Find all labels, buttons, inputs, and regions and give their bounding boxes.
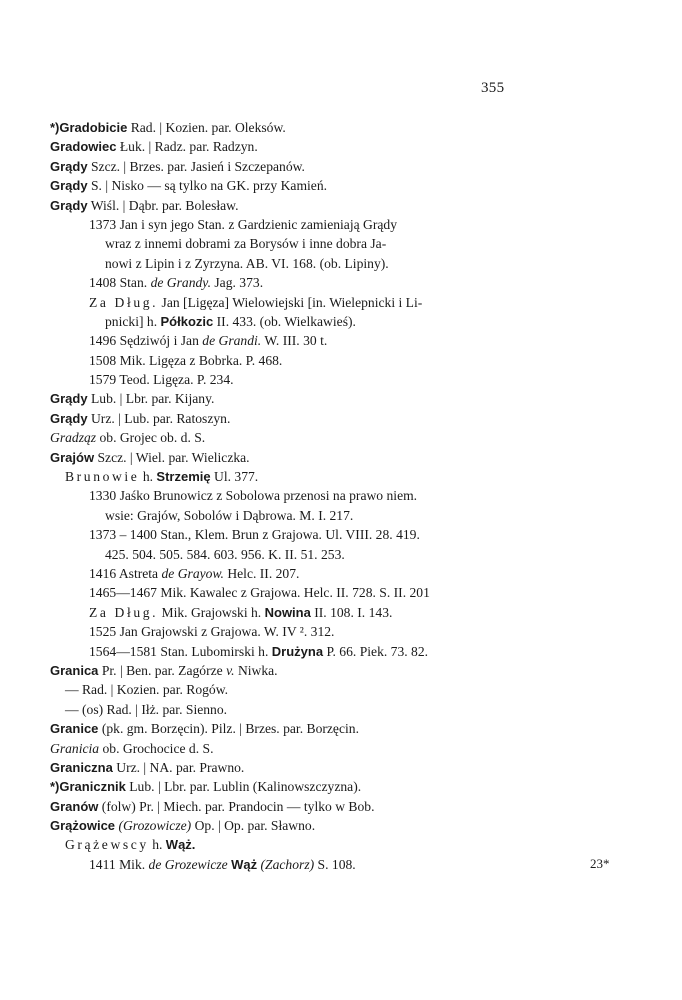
entry-text: 1408 Stan. — [89, 275, 151, 291]
entry-line — [36, 603, 676, 622]
entry-text: Za Dług. — [89, 604, 159, 620]
entry-line — [36, 680, 676, 699]
entry-headword: Wąż — [231, 856, 258, 872]
entry-text: pnicki] h. — [105, 313, 161, 329]
entry-text: Szcz. | Brzes. par. Jasień i Szczepanów. — [87, 158, 305, 174]
entry-line — [36, 448, 676, 467]
entry-text: nowi z Lipin i z Zyrzyna. AB. VI. 168. (ob. Lipiny). — [105, 255, 389, 271]
entry-line — [36, 351, 676, 370]
footer-signature: 23* — [590, 856, 610, 871]
entry-line — [36, 293, 676, 312]
entry-text: P. 66. Piek. 73. 82. — [323, 643, 429, 659]
entry-line — [36, 506, 676, 525]
entry-line — [36, 254, 676, 273]
entry-text: Jan [Ligęza] Wielowiejski [in. Wielepnicki i Li- — [158, 294, 423, 310]
entry-text: h. — [139, 469, 157, 485]
entry-text: Rad. | Kozien. par. Oleksów. — [127, 120, 286, 135]
entry-text: 1330 Jaśko Brunowicz z Sobolowa przenosi na prawo niem. — [89, 488, 418, 504]
entry-text: h. — [148, 837, 166, 853]
entry-text: 1373 – 1400 Stan., Klem. Brun z Grajowa. Ul. VIII. 28. 419. — [89, 527, 420, 543]
entry-text: Ul. 377. — [210, 469, 259, 485]
entry-line — [36, 545, 676, 564]
entry-text: de Grandy. — [150, 275, 211, 291]
entry-line — [36, 758, 676, 777]
entry-text: (Grozowicze) — [118, 818, 192, 834]
entry-text: Granicia — [50, 740, 100, 756]
entry-line — [36, 215, 676, 234]
entry-line — [36, 331, 676, 350]
entry-line — [36, 118, 676, 137]
entry-line — [36, 196, 676, 215]
entry-text: Grążewscy — [65, 837, 149, 853]
entry-text: de Grozewicze — [148, 856, 228, 872]
entry-text: S. 108. — [314, 856, 356, 872]
entry-headword: Drużyna — [271, 643, 324, 659]
entry-line — [36, 583, 676, 602]
entry-text: 1564—1581 Stan. Lubomirski h. — [89, 643, 272, 659]
entry-text: Lub. | Lbr. par. Lublin (Kalinowszczyzna). — [125, 779, 362, 795]
entry-text: Brunowie — [65, 469, 140, 485]
entry-headword: Grądy — [50, 410, 88, 426]
entry-line — [36, 642, 676, 661]
entry-headword: Granów — [50, 798, 99, 814]
entry-text: 1465—1467 Mik. Kawalec z Grajowa. Helc. II. 728. S. II. 201 — [89, 585, 430, 601]
entry-text: Urz. | Lub. par. Ratoszyn. — [87, 410, 231, 426]
entry-headword: Grądy — [50, 158, 88, 174]
entry-text: 1508 Mik. Ligęza z Bobrka. P. 468. — [89, 352, 283, 368]
entry-text: 1525 Jan Grajowski z Grajowa. W. IV ². 312. — [89, 624, 335, 640]
entry-text: (Zachorz) — [260, 856, 315, 872]
entry-headword: Grądy — [50, 178, 88, 194]
entry-line — [36, 700, 676, 719]
entry-text: 425. 504. 505. 584. 603. 956. K. II. 51. 253. — [105, 546, 345, 562]
entry-text: S. | Nisko — są tylko na GK. przy Kamień. — [87, 178, 328, 194]
entry-text: — Rad. | Kozien. par. Rogów. — [65, 682, 229, 698]
entry-text: 1416 Astreta — [89, 565, 162, 581]
entry-line — [36, 855, 676, 874]
entry-text: Niwka. — [234, 662, 278, 678]
entry-text: 1579 Teod. Ligęza. P. 234. — [89, 372, 234, 388]
entry-text: II. 433. (ob. Wielkawieś). — [213, 313, 356, 329]
entry-text: Jag. 373. — [210, 275, 264, 291]
page-number: 355 — [481, 80, 505, 96]
entry-headword: Gradowiec — [50, 139, 117, 155]
entry-line — [36, 835, 676, 854]
entry-line — [36, 797, 676, 816]
entry-line — [36, 273, 676, 292]
entry-text: ob. Grochocice d. S. — [99, 740, 214, 756]
entry-headword: Granice — [50, 721, 99, 737]
entry-line — [36, 370, 676, 389]
entry-text: (folw) Pr. | Miech. par. Prandocin — tylko w Bob. — [98, 798, 375, 814]
entry-text: de Grandi. — [202, 333, 262, 349]
entry-line — [36, 525, 676, 544]
entry-line — [36, 622, 676, 641]
entry-headword: Grajów — [50, 449, 95, 465]
entry-line — [36, 564, 676, 583]
entry-text: Gradząz — [50, 430, 97, 446]
entry-line — [36, 312, 676, 331]
entry-text: II. 108. I. 143. — [310, 604, 393, 620]
entry-text: Helc. II. 207. — [223, 565, 300, 581]
entry-text: 1373 Jan i syn jego Stan. z Gardzienic zamieniają Grądy — [89, 216, 398, 232]
entry-line — [36, 719, 676, 738]
entry-text: Urz. | NA. par. Prawno. — [112, 759, 245, 775]
entry-headword: Grądy — [50, 197, 88, 213]
entry-headword: Półkozic — [160, 313, 214, 329]
entry-line — [36, 428, 676, 447]
entry-headword: Grążowice — [50, 818, 116, 834]
entry-headword: Wąż. — [165, 837, 196, 853]
entry-text: W. III. 30 t. — [261, 333, 328, 349]
entry-text: Op. | Op. par. Sławno. — [191, 818, 316, 834]
gazetteer-entries — [36, 118, 676, 874]
entry-text: Pr. | Ben. par. Zagórze — [98, 662, 227, 678]
entry-text: ob. Grojec ob. d. S. — [96, 430, 206, 446]
entry-line — [36, 661, 676, 680]
entry-text: Lub. | Lbr. par. Kijany. — [87, 391, 215, 407]
entry-headword: *)Granicznik — [50, 779, 126, 795]
entry-headword: Strzemię — [156, 469, 211, 485]
entry-line — [36, 157, 676, 176]
entry-text: — (os) Rad. | Iłż. par. Sienno. — [65, 701, 228, 717]
entry-headword: Graniczna — [50, 759, 113, 775]
entry-headword: Granica — [50, 662, 99, 678]
entry-line — [36, 777, 676, 796]
entry-text: v. — [226, 662, 235, 678]
entry-text: Szcz. | Wiel. par. Wieliczka. — [94, 449, 250, 465]
entry-line — [36, 176, 676, 195]
entry-line — [36, 467, 676, 486]
entry-text: wsie: Grajów, Sobolów i Dąbrowa. M. I. 217. — [105, 507, 354, 523]
entry-text: wraz z innemi dobrami za Borysów i inne dobra Ja- — [105, 236, 387, 252]
entry-headword: Nowina — [264, 604, 311, 620]
entry-line — [36, 409, 676, 428]
entry-text: Łuk. | Radz. par. Radzyn. — [116, 139, 258, 155]
entry-line — [36, 739, 676, 758]
entry-line — [36, 486, 676, 505]
entry-headword: Grądy — [50, 391, 88, 407]
entry-text: Mik. Grajowski h. — [158, 604, 265, 620]
entry-line — [36, 137, 676, 156]
entry-text: 1411 Mik. — [89, 856, 149, 872]
entry-text: (pk. gm. Borzęcin). Pilz. | Brzes. par. Borzęcin. — [98, 721, 359, 737]
entry-line — [36, 816, 676, 835]
entry-text: 1496 Sędziwój i Jan — [89, 333, 203, 349]
entry-text: de Grayow. — [161, 565, 224, 581]
entry-headword: *)Gradobicie — [50, 120, 128, 135]
entry-text: Wiśl. | Dąbr. par. Bolesław. — [87, 197, 239, 213]
entry-line — [36, 389, 676, 408]
entry-text: Za Dług. — [89, 294, 159, 310]
entry-line — [36, 234, 676, 253]
